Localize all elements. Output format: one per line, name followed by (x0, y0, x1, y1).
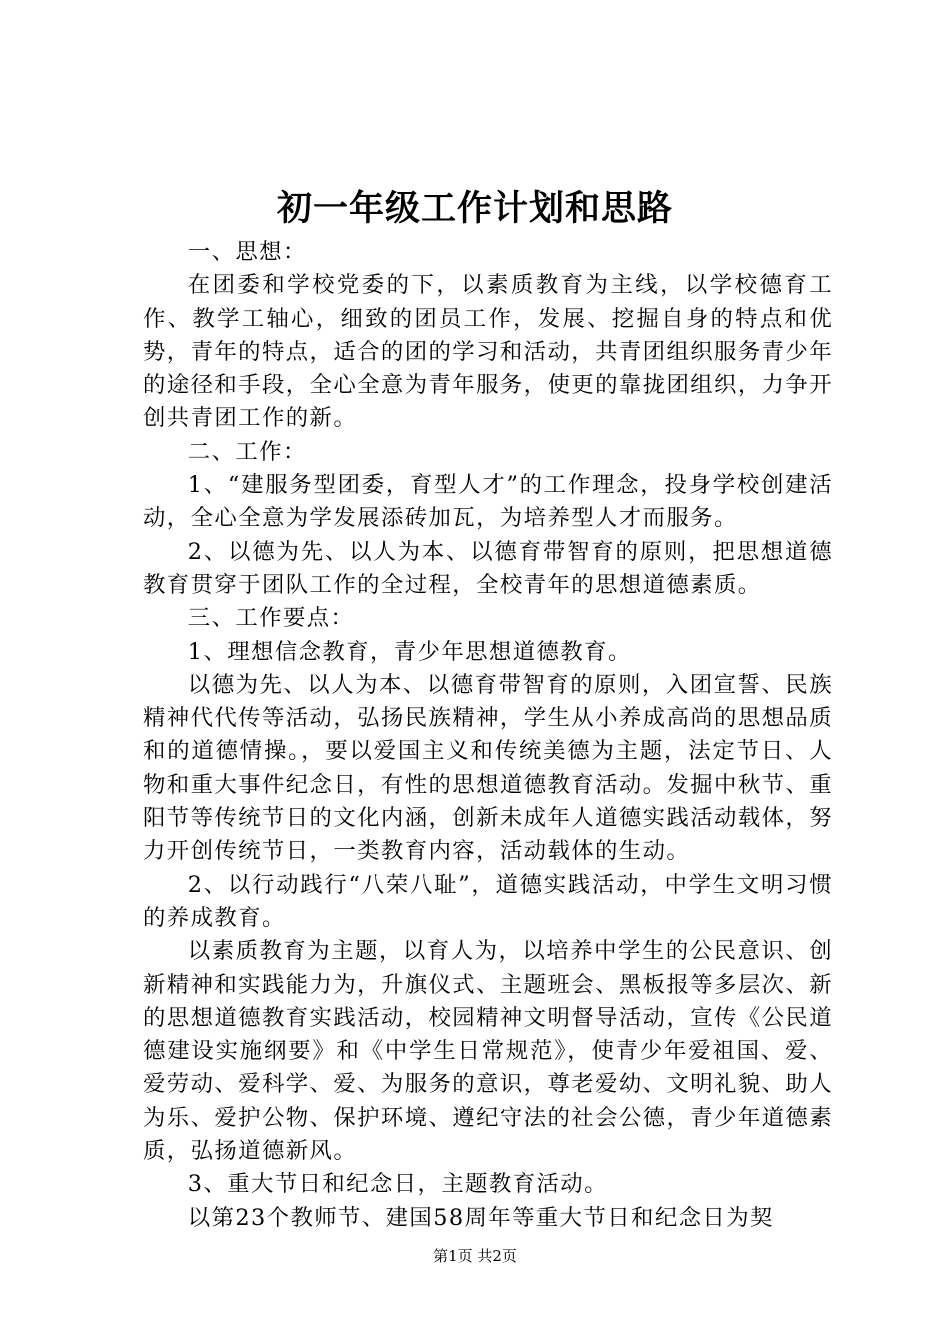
paragraph: 在团委和学校党委的下，以素质教育为主线，以学校德育工作、教学工轴心，细致的团员工作，发展、挖掘自身的特点和优势，青年的特点，适合的团的学习和活动，共青团组织服务青少年的途径和手段，全心全意为青年服务，使更的靠拢团组织，力争开创共青团工作的新。 (143, 272, 833, 432)
section-heading-thought: 一、思想： (187, 239, 307, 265)
paragraph: 3、重大节日和纪念日，主题教育活动。 (187, 1171, 608, 1198)
paragraph: 2、以行动践行“八荣八耻”，道德实践活动，中学生文明习惯的养成教育。 (143, 871, 833, 931)
paragraph: 1、“建服务型团委，育型人才”的工作理念，投身学校创建活动，全心全意为学发展添砖加瓦，为培养型人才而服务。 (143, 472, 833, 532)
page-footer: 第1页 共2页 (433, 1247, 517, 1265)
paragraph: 2、以德为先、以人为本、以德育带智育的原则，把思想道德教育贯穿于团队工作的全过程，全校青年的思想道德素质。 (143, 538, 833, 598)
section-heading-key-points: 三、工作要点： (187, 605, 355, 632)
document-body (143, 236, 833, 1235)
paragraph: 以素质教育为主题，以育人为，以培养中学生的公民意识、创新精神和实践能力为，升旗仪式、主题班会、黑板报等多层次、新的思想道德教育实践活动，校园精神文明督导活动，宣传《公民道德建设实施纲要》和《中学生日常规范》，使青少年爱祖国、爱、爱劳动、爱科学、爱、为服务的意识，尊老爱幼、文明礼貌、助人为乐、爱护公物、保护环境、遵纪守法的社会公德，青少年道德素质，弘扬道德新风。 (143, 938, 833, 1165)
section-heading-work: 二、工作： (187, 438, 307, 465)
paragraph: 1、理想信念教育，青少年思想道德教育。 (187, 638, 632, 665)
paragraph: 以德为先、以人为本、以德育带智育的原则，入团宣誓、民族精神代代传等活动，弘扬民族精神，学生从小养成高尚的思想品质和的道德情操。，要以爱国主义和传统美德为主题，法定节日、人物和重大事件纪念日，有性的思想道德教育活动。发掘中秋节、重阳节等传统节日的文化内涵，创新未成年人道德实践活动载体，努力开创传统节日，一类教育内容，活动载体的生动。 (143, 671, 833, 865)
document-title: 初一年级工作计划和思路 (276, 188, 673, 229)
paragraph: 以第23个教师节、建国58周年等重大节日和纪念日为契 (187, 1204, 774, 1231)
